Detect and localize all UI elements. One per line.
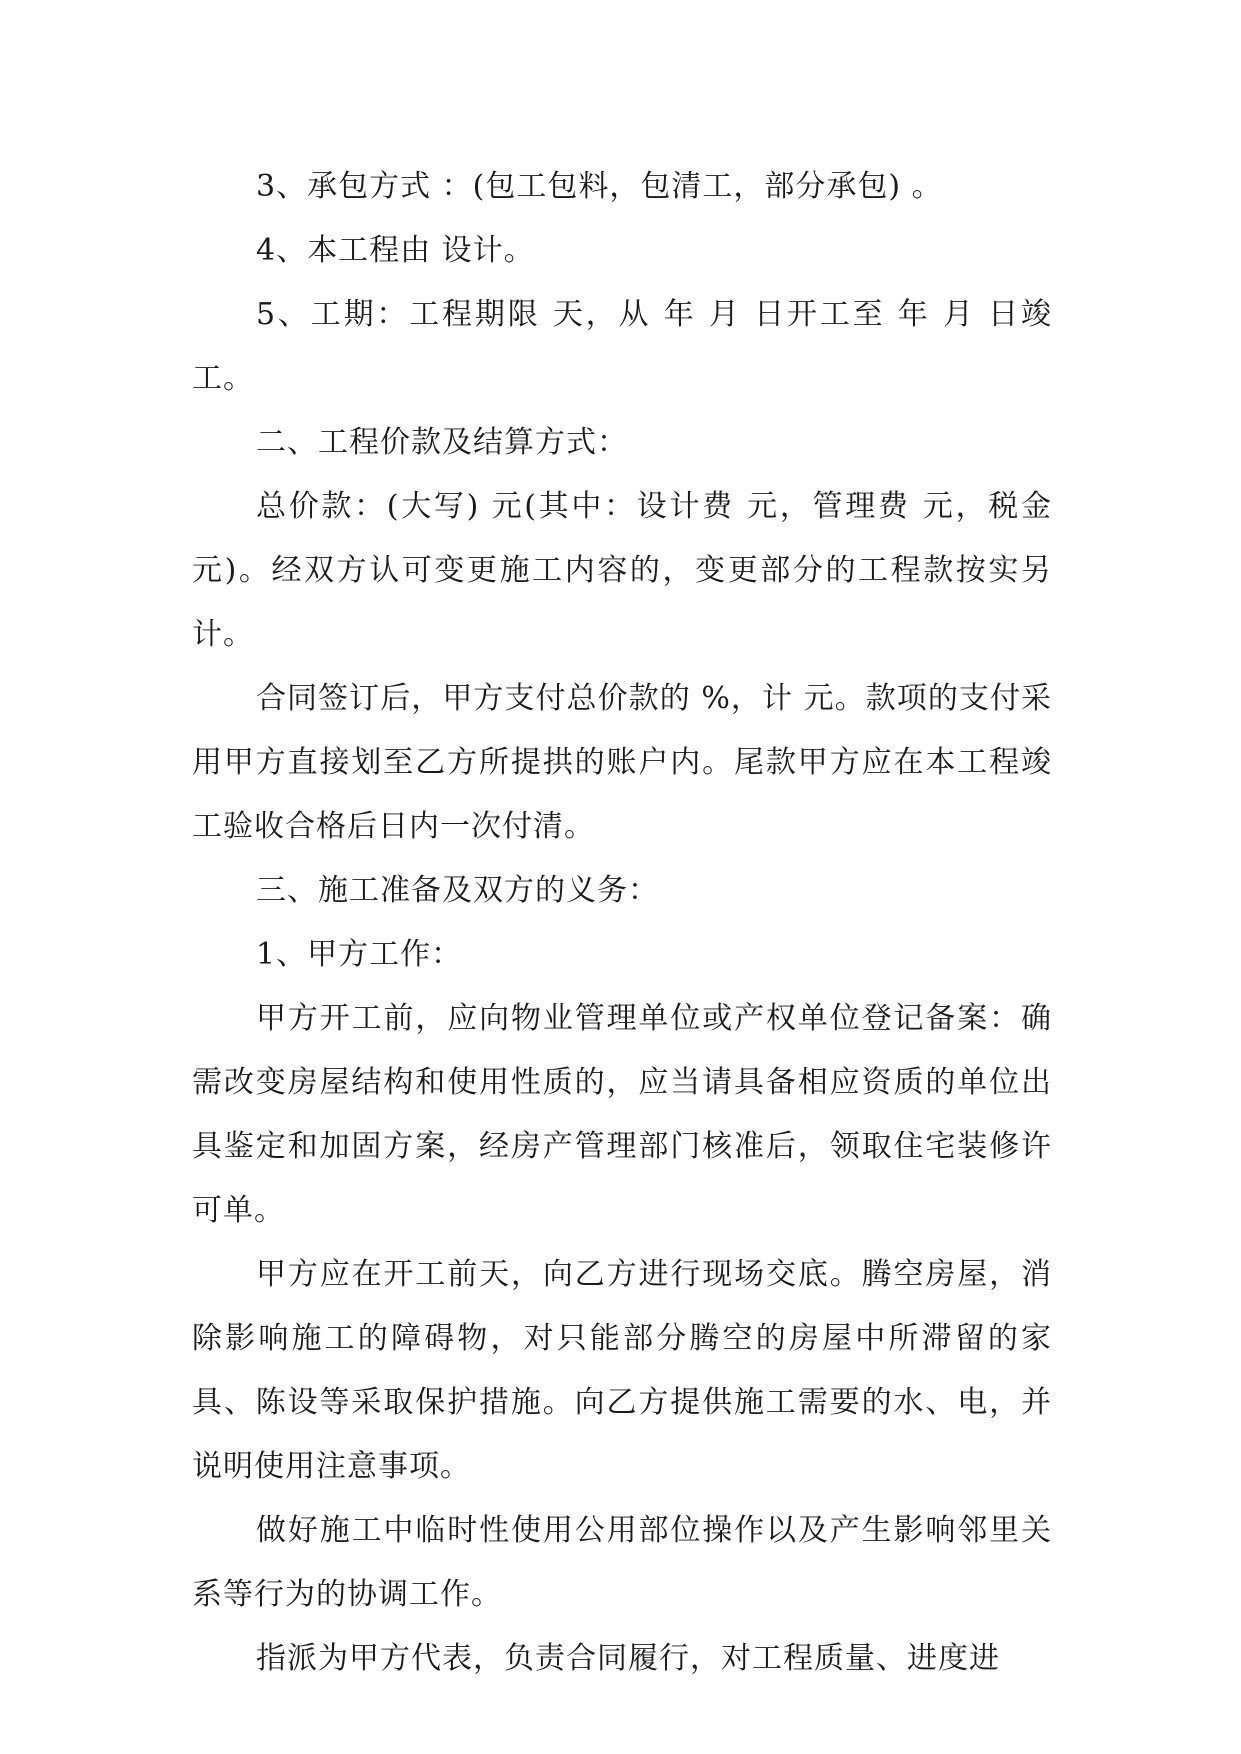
paragraph-registration: 甲方开工前，应向物业管理单位或产权单位登记备案：确需改变房屋结构和使用性质的，应当请具备相应资质的单位出具鉴定和加固方案，经房产管理部门核准后，领取住宅装修许可单。 bbox=[192, 1001, 1052, 1228]
subheading-party-a-work: 1、甲方工作： bbox=[256, 937, 463, 972]
paragraph-design: 4、本工程由 设计。 bbox=[256, 233, 535, 268]
paragraph-schedule: 5、工期：工程期限 天，从 年 月 日开工至 年 月 日竣工。 bbox=[192, 297, 1052, 396]
paragraph-total-price: 总价款：(大写) 元(其中：设计费 元，管理费 元，税金 元)。经双方认可变更施工内容的，变更部分的工程款按实另计。 bbox=[192, 489, 1052, 652]
section-heading-obligations: 三、施工准备及双方的义务： bbox=[256, 873, 659, 908]
paragraph-coordination: 做好施工中临时性使用公用部位操作以及产生影响邻里关系等行为的协调工作。 bbox=[192, 1513, 1052, 1612]
paragraph-site-handover: 甲方应在开工前天，向乙方进行现场交底。腾空房屋，消除影响施工的障碍物，对只能部分腾空的房屋中所滞留的家具、陈设等采取保护措施。向乙方提供施工需要的水、电，并说明使用注意事项。 bbox=[192, 1257, 1052, 1484]
paragraph-contract-type: 3、承包方式 ：(包工包料，包清工，部分承包) 。 bbox=[256, 169, 943, 204]
document-body bbox=[192, 155, 1052, 1691]
section-heading-price: 二、工程价款及结算方式： bbox=[256, 425, 628, 460]
paragraph-payment: 合同签订后，甲方支付总价款的 %，计 元。款项的支付采用甲方直接划至乙方所提拱的账户内。尾款甲方应在本工程竣工验收合格后日内一次付清。 bbox=[192, 681, 1052, 844]
paragraph-representative: 指派为甲方代表，负责合同履行，对工程质量、进度进 bbox=[256, 1641, 1000, 1676]
